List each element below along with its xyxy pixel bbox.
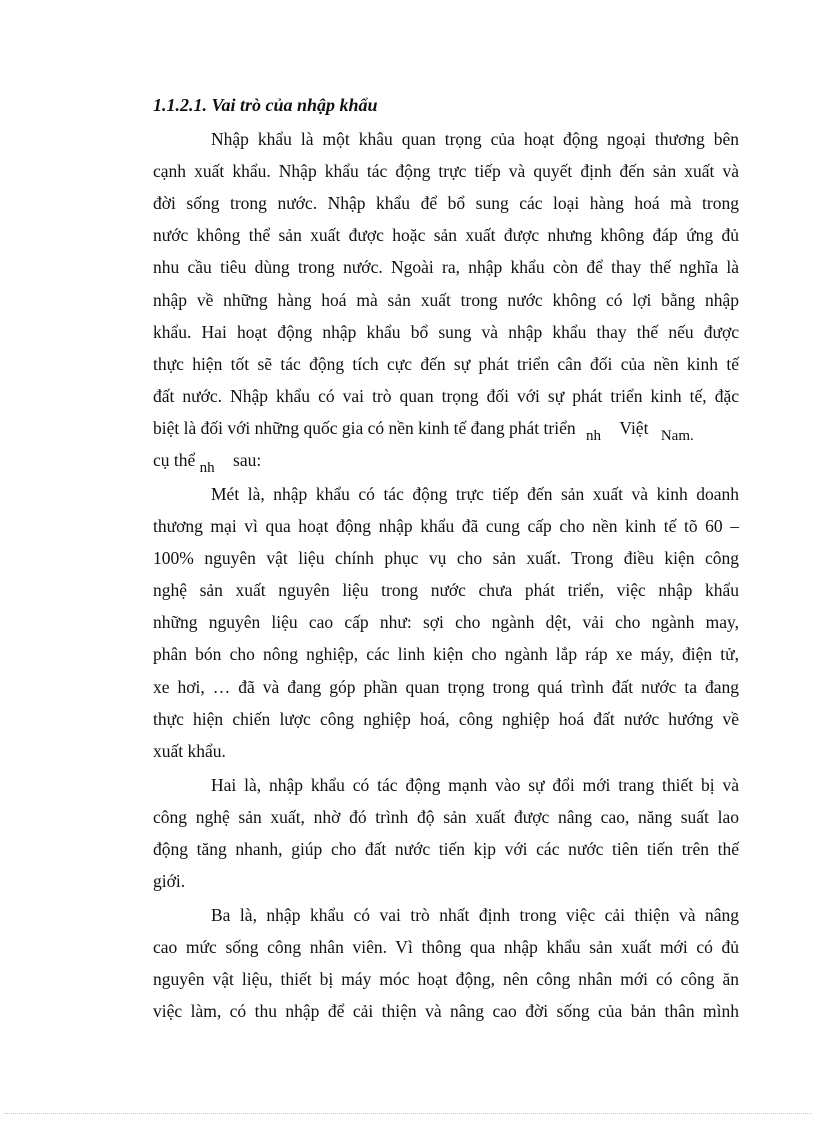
text-fragment: nh [199, 460, 215, 476]
text-fragment: cụ thể [153, 450, 196, 470]
text-line: Nhập khẩu là một khâu quan trọng của hoạt động ngoại thương bên [211, 129, 739, 149]
text-line [153, 417, 739, 444]
text-line: Hai là, nhập khẩu có tác động mạnh vào sự đổi mới trang thiết bị và [211, 775, 739, 795]
text-fragment: Việt [619, 418, 649, 438]
text-line: xe hơi, … đã và đang góp phần quan trọng trong quá trình đất nước ta đang [153, 677, 739, 697]
text-line: đất nước. Nhập khẩu có vai trò quan trọng đối với sự phát triển kinh tế, đặc [153, 386, 739, 406]
text-line: khẩu. Hai hoạt động nhập khẩu bổ sung và nhập khẩu thay thế nếu được [153, 322, 739, 342]
text-line: đời sống trong nước. Nhập khẩu để bổ sung các loại hàng hoá mà trong [153, 193, 739, 213]
text-line: việc làm, có thu nhập để cải thiện và nâng cao đời sống của bản thân mình [153, 1001, 739, 1021]
text-line: giới. [153, 871, 186, 891]
text-line: nhập về những hàng hoá mà sản xuất trong nước không có lợi bằng nhập [153, 290, 739, 310]
section-heading: 1.1.2.1. Vai trò của nhập khẩu [153, 95, 378, 115]
text-line: Mét là, nhập khẩu có tác động trực tiếp đến sản xuất và kinh doanh [211, 484, 739, 504]
text-line: công nghệ sản xuất, nhờ đó trình độ sản xuất được nâng cao, năng suất lao [153, 807, 739, 827]
text-line: xuất khẩu. [153, 741, 226, 761]
text-fragment: nh [585, 428, 601, 444]
text-line: động tăng nhanh, giúp cho đất nước tiến kịp với các nước tiên tiến trên thế [153, 839, 739, 859]
text-line: nguyên vật liệu, thiết bị máy móc hoạt động, nên công nhân mới có công ăn [153, 969, 739, 989]
text-fragment: Nam. [660, 428, 694, 444]
text-line: nước không thể sản xuất được hoặc sản xuất được nhưng không đáp ứng đủ [153, 225, 739, 245]
text-line [153, 449, 739, 476]
text-line: thực hiện chiến lược công nghiệp hoá, công nghiệp hoá đất nước hướng về [153, 709, 739, 729]
text-fragment: biệt là đối với những quốc gia có nền kinh tế đang phát triển [153, 418, 576, 438]
text-line: cao mức sống công nhân viên. Vì thông qua nhập khẩu sản xuất mới có đủ [153, 937, 739, 957]
text-line: nghệ sản xuất nguyên liệu trong nước chưa phát triển, việc nhập khẩu [153, 580, 739, 600]
text-line: thực hiện tốt sẽ tác động tích cực đến sự phát triển cân đối của nền kinh tế [153, 354, 739, 374]
text-line: phân bón cho nông nghiệp, các linh kiện cho ngành lắp ráp xe máy, điện tử, [153, 644, 739, 664]
text-line: 100% nguyên vật liệu chính phục vụ cho sản xuất. Trong điều kiện công [153, 548, 739, 568]
text-line: cạnh xuất khẩu. Nhập khẩu tác động trực tiếp và quyết định đến sản xuất và [153, 161, 739, 181]
text-line: nhu cầu tiêu dùng trong nước. Ngoài ra, nhập khẩu còn để thay thế nghĩa là [153, 257, 739, 277]
text-line: Ba là, nhập khẩu có vai trò nhất định trong việc cải thiện và nâng [211, 905, 739, 925]
page-bottom-divider [4, 1113, 812, 1114]
text-line: những nguyên liệu cao cấp như: sợi cho ngành dệt, vải cho ngành may, [153, 612, 739, 632]
text-line: thương mại vì qua hoạt động nhập khẩu đã cung cấp cho nền kinh tế tõ 60 – [153, 516, 739, 536]
text-fragment: sau: [233, 450, 262, 470]
